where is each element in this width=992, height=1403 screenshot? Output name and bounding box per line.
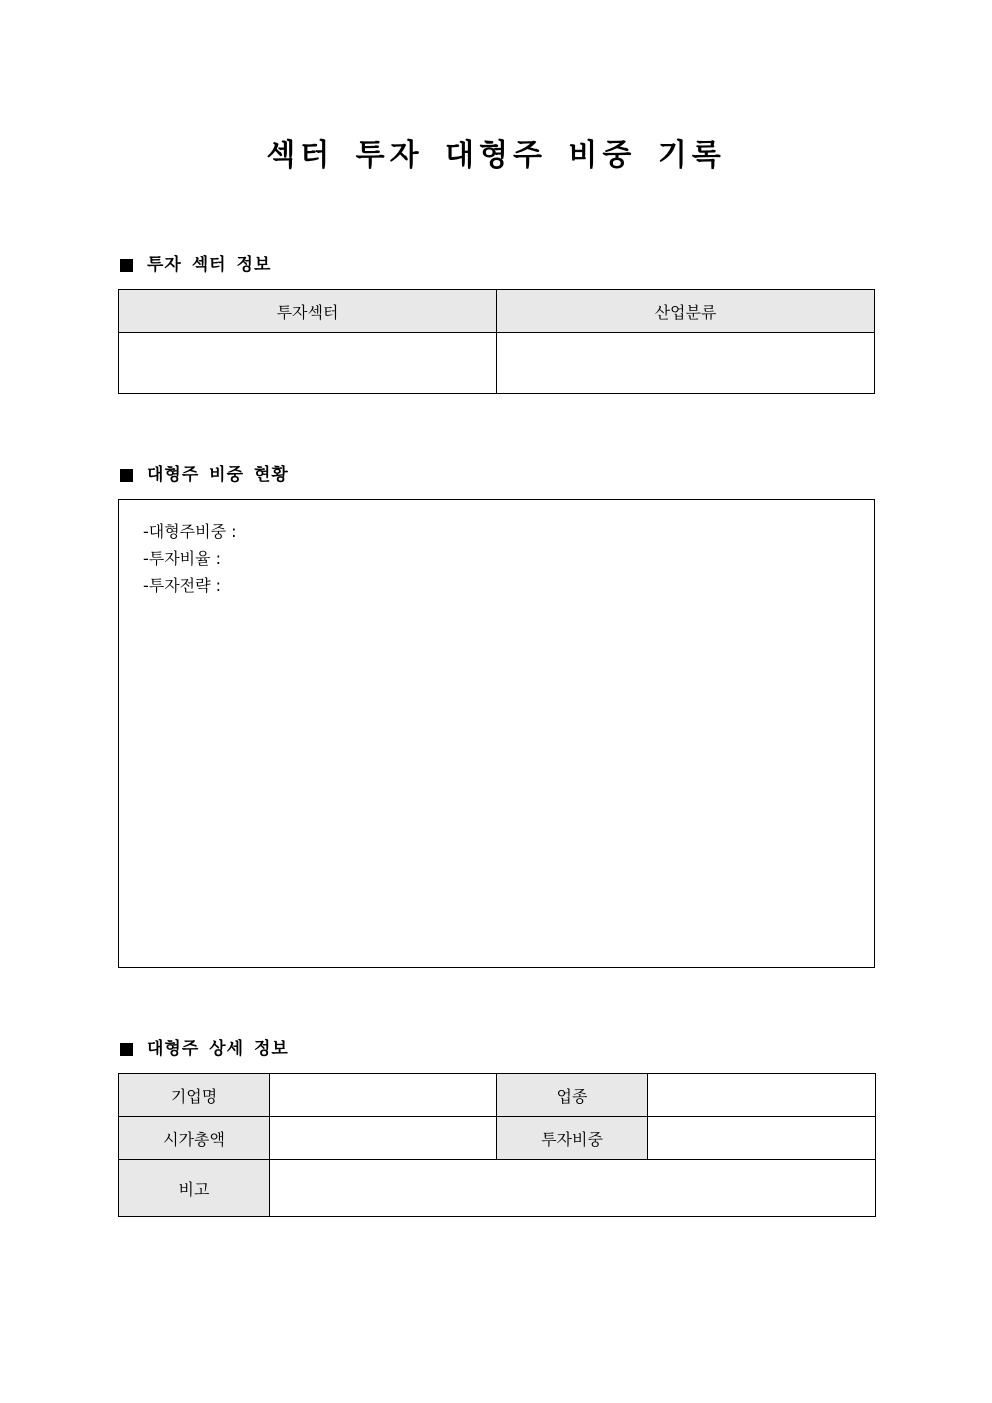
header-industry-classification: 산업분류 bbox=[497, 290, 875, 333]
weight-status-box[interactable] bbox=[118, 499, 875, 968]
investment-weight-field[interactable] bbox=[648, 1117, 876, 1160]
section-title: 투자 섹터 정보 bbox=[147, 255, 272, 275]
square-bullet-icon bbox=[120, 259, 133, 272]
status-lines bbox=[143, 518, 237, 599]
section-title: 대형주 비중 현황 bbox=[147, 465, 289, 485]
remarks-field[interactable] bbox=[270, 1160, 876, 1217]
investment-sector-field[interactable] bbox=[119, 333, 497, 394]
industry-classification-field[interactable] bbox=[497, 333, 875, 394]
section-heading-sector-info bbox=[118, 253, 271, 277]
table-row bbox=[119, 333, 875, 394]
label-remarks: 비고 bbox=[119, 1160, 270, 1217]
table-row bbox=[119, 1160, 876, 1217]
label-industry: 업종 bbox=[497, 1074, 648, 1117]
table-row bbox=[119, 1074, 876, 1117]
company-field[interactable] bbox=[270, 1074, 497, 1117]
table-row bbox=[119, 1117, 876, 1160]
table-header-row bbox=[119, 290, 875, 333]
square-bullet-icon bbox=[120, 469, 133, 482]
label-company: 기업명 bbox=[119, 1074, 270, 1117]
detail-info-table bbox=[118, 1073, 876, 1217]
industry-field[interactable] bbox=[648, 1074, 876, 1117]
large-cap-weight-line: -대형주비중 : bbox=[143, 522, 237, 541]
market-cap-field[interactable] bbox=[270, 1117, 497, 1160]
square-bullet-icon bbox=[120, 1043, 133, 1056]
investment-strategy-line: -투자전략 : bbox=[143, 576, 222, 595]
section-heading-detail-info bbox=[118, 1037, 289, 1061]
section-heading-weight-status bbox=[118, 463, 289, 487]
label-market-cap: 시가총액 bbox=[119, 1117, 270, 1160]
section-title: 대형주 상세 정보 bbox=[147, 1039, 289, 1059]
investment-ratio-line: -투자비율 : bbox=[143, 549, 222, 568]
header-investment-sector: 투자섹터 bbox=[119, 290, 497, 333]
label-investment-weight: 투자비중 bbox=[497, 1117, 648, 1160]
sector-info-table bbox=[118, 289, 875, 394]
page-title: 섹터 투자 대형주 비중 기록 bbox=[266, 138, 726, 173]
